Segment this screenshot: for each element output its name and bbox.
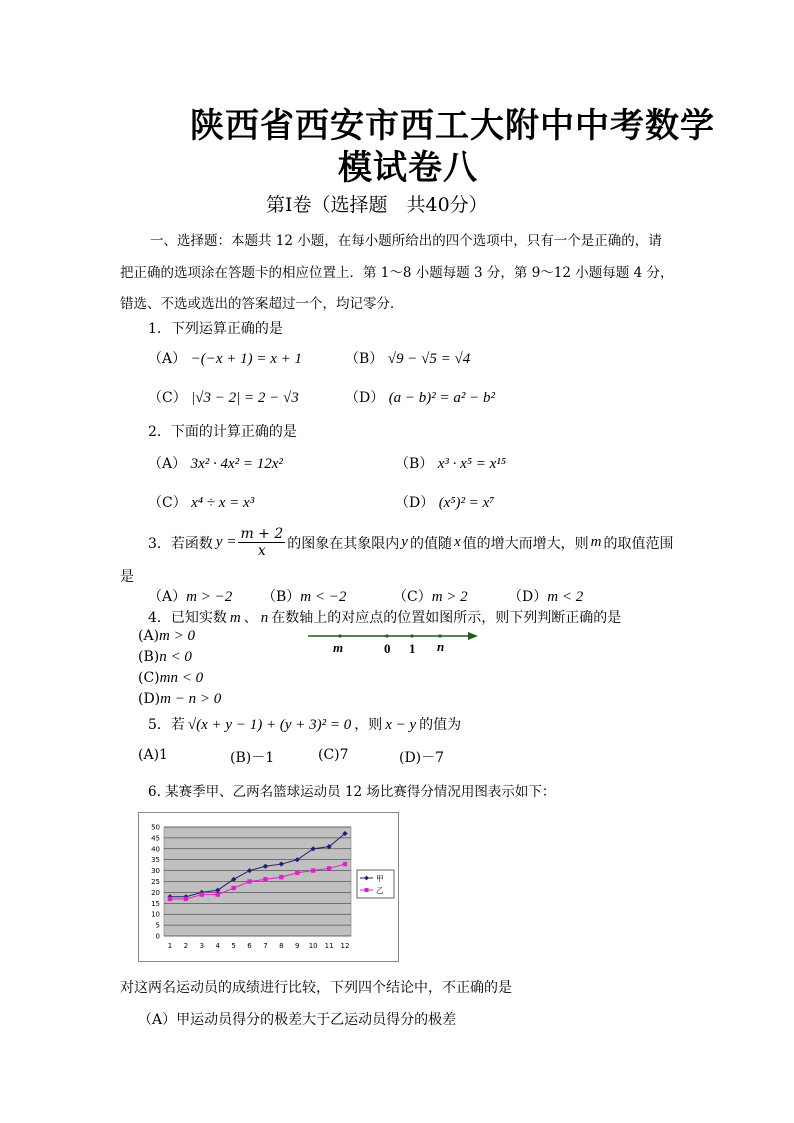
q2-a-expr: 3x² · 4x² = 12x² [190, 456, 283, 472]
instructions-line2: 把正确的选项涂在答题卡的相应位置上．第 1～8 小题每题 3 分，第 9～12 小题每题 4 分， [120, 265, 674, 281]
q3-mid2: 的值随 [409, 535, 452, 552]
page-subtitle: 第Ⅰ卷（选择题 共40分） [266, 194, 488, 216]
chart-legend-label: 甲 [376, 874, 384, 883]
q2-a-label: （A） [148, 456, 187, 472]
chart-y-tick-label: 35 [151, 856, 160, 865]
q3-var-x: x [453, 534, 461, 550]
q1-a-label: （A） [148, 351, 187, 367]
q1-option-c [148, 387, 299, 407]
chart-y-tick-label: 20 [151, 888, 160, 897]
q3-c-label: （C） [393, 589, 432, 605]
chart-point-series2 [200, 892, 204, 896]
chart-x-tick-label: 8 [279, 942, 284, 950]
q2-option-a [148, 453, 283, 473]
q6-after: 对这两名运动员的成绩进行比较，下列四个结论中，不正确的是 [120, 980, 512, 996]
chart-legend-label: 乙 [376, 886, 384, 895]
q4-var-n: n [260, 610, 269, 626]
q6-stem: 6. 某赛季甲、乙两名篮球运动员 12 场比赛得分情况用图表示如下： [148, 784, 556, 800]
q3-d-label: （D） [508, 589, 548, 605]
chart-y-tick-label: 10 [151, 910, 160, 919]
q1-a-expr: −(−x + 1) = x + 1 [190, 351, 302, 367]
q4-var-m: m [229, 610, 241, 626]
chart-y-tick-label: 40 [151, 845, 160, 854]
q4-sep: 、 [243, 610, 258, 626]
q3-wrap: 是 [120, 569, 134, 585]
q3-prefix: 3．若函数 [148, 535, 213, 552]
q1-option-b [345, 348, 470, 368]
q3-option-c [393, 586, 468, 606]
q3-fraction-denominator: x [257, 543, 266, 559]
score-chart [138, 812, 399, 962]
number-line-label-m: m [333, 640, 344, 655]
chart-point-series2 [216, 892, 220, 896]
q1-stem: 1．下列运算正确的是 [148, 321, 283, 337]
q4-d-label: (D) [138, 691, 161, 707]
score-chart-svg [139, 813, 398, 961]
chart-point-series2 [327, 866, 331, 870]
chart-point-series2 [343, 862, 347, 866]
q2-option-c [148, 492, 254, 512]
q5-option-a: (A)1 [138, 747, 168, 763]
q4-option-b [138, 649, 192, 666]
q3-stem [148, 526, 673, 559]
number-line-label-n: n [437, 639, 445, 654]
q3-func-lhs: y = [215, 534, 237, 550]
chart-x-tick-label: 10 [308, 942, 318, 950]
q1-d-expr: (a − b)² = a² − b² [388, 390, 496, 406]
chart-x-tick-label: 7 [263, 942, 268, 950]
q1-c-expr: |√3 − 2| = 2 − √3 [191, 390, 299, 406]
chart-y-tick-label: 25 [151, 878, 160, 886]
q1-c-label: （C） [148, 390, 187, 406]
q2-option-d [395, 492, 495, 512]
q1-option-a [148, 348, 302, 368]
q4-option-d [138, 691, 221, 708]
q2-c-label: （C） [148, 495, 187, 511]
q2-b-expr: x³ · x⁵ = x¹⁵ [437, 456, 507, 472]
q5-option-d: (D)－7 [399, 750, 445, 766]
instructions-line1: 一、选择题：本题共 12 小题，在每小题所给出的四个选项中，只有一个是正确的，请 [150, 233, 662, 249]
number-line-arrow [468, 632, 478, 640]
q4-a-label: (A) [138, 628, 160, 644]
q6-a-label: （A） [138, 1012, 177, 1028]
q3-c-expr: m > 2 [431, 589, 468, 605]
q2-option-b [395, 453, 506, 473]
q3-b-label: （B） [262, 589, 301, 605]
chart-y-tick-label: 15 [151, 899, 160, 908]
chart-y-tick-label: 30 [151, 867, 160, 876]
q1-d-label: （D） [345, 390, 385, 406]
chart-point-series2 [247, 879, 251, 883]
chart-x-tick-label: 1 [167, 942, 173, 950]
number-line-label-zero: 0 [384, 641, 391, 656]
q2-d-label: （D） [395, 495, 435, 511]
number-line-point-m [338, 634, 341, 637]
q5-stem [148, 714, 461, 734]
q4-option-a [138, 628, 195, 645]
q3-b-expr: m < −2 [300, 589, 347, 605]
q3-option-b [262, 586, 346, 606]
chart-y-tick-label: 45 [151, 834, 160, 843]
q3-var-y: y [401, 534, 408, 550]
chart-point-series2 [279, 875, 283, 879]
q4-option-c [138, 670, 203, 687]
q4-stem [148, 607, 621, 627]
chart-x-tick-label: 3 [199, 942, 205, 950]
chart-x-tick-label: 6 [247, 942, 252, 950]
chart-x-tick-label: 2 [183, 942, 189, 950]
q4-d-expr: m − n > 0 [160, 691, 222, 707]
number-line-point-zero [385, 634, 388, 637]
number-line-point-n [438, 634, 441, 637]
q3-option-d [508, 586, 583, 606]
chart-x-tick-label: 9 [295, 942, 300, 950]
chart-point-series2 [184, 897, 188, 901]
q1-b-label: （B） [345, 351, 384, 367]
instructions-line3: 错选、不选或选出的答案超过一个，均记零分． [120, 296, 404, 312]
q1-option-d [345, 387, 495, 407]
chart-x-tick-label: 4 [215, 942, 220, 950]
q4-c-label: (C) [138, 670, 160, 686]
chart-point-series2 [231, 886, 235, 890]
q4-c-expr: mn < 0 [159, 670, 204, 686]
q2-stem: 2．下面的计算正确的是 [148, 424, 297, 440]
q3-suffix: 的取值范围 [603, 535, 674, 552]
number-line [300, 626, 490, 658]
q2-d-expr: (x⁵)² = x⁷ [438, 495, 495, 511]
chart-point-series2 [168, 897, 172, 901]
chart-y-tick-label: 0 [155, 932, 160, 941]
q5-prefix: 5．若 [148, 717, 185, 733]
chart-x-tick-label: 12 [340, 942, 350, 950]
q4-a-expr: m > 0 [159, 628, 196, 644]
chart-y-tick-label: 5 [155, 921, 160, 930]
chart-y-tick-label: 50 [151, 823, 160, 832]
q4-suffix: 在数轴上的对应点的位置如图所示，则下列判断正确的是 [271, 610, 622, 626]
q2-c-expr: x⁴ ÷ x = x³ [191, 495, 255, 511]
q3-a-expr: m > −2 [186, 589, 233, 605]
q3-var-m: m [590, 534, 602, 550]
q5-suffix: 的值为 [419, 717, 462, 733]
chart-point-series2 [311, 868, 315, 872]
q3-fraction [238, 526, 285, 559]
q4-prefix: 4．已知实数 [148, 610, 227, 626]
q3-d-expr: m < 2 [547, 589, 584, 605]
number-line-point-one [410, 634, 413, 637]
number-line-label-one: 1 [409, 641, 416, 656]
q3-fraction-numerator: m + 2 [240, 526, 284, 542]
chart-x-tick-label: 11 [324, 942, 334, 950]
q5-expr: √(x + y − 1) + (y + 3)² = 0 [187, 717, 352, 733]
q3-mid: 的图象在其象限内 [287, 535, 400, 552]
q6-a-text: 甲运动员得分的极差大于乙运动员得分的极差 [176, 1012, 457, 1028]
q1-b-expr: √9 − √5 = √4 [387, 351, 471, 367]
q3-option-a [148, 586, 232, 606]
chart-point-series2 [263, 877, 267, 881]
q5-target: x − y [385, 717, 417, 733]
q4-b-expr: n < 0 [159, 649, 192, 665]
chart-legend-marker [365, 888, 369, 892]
q5-option-c: (C)7 [318, 747, 349, 763]
q4-b-label: (B) [138, 649, 160, 665]
q2-b-label: （B） [395, 456, 434, 472]
q3-mid3: 值的增大而增大，则 [462, 535, 589, 552]
q5-mid: ，则 [354, 717, 383, 733]
chart-point-series2 [295, 871, 299, 875]
q6-option-a [138, 1009, 456, 1029]
page-title-line2: 模试卷八 [338, 148, 478, 188]
page-title-line1: 陕西省西安市西工大附中中考数学 [190, 106, 715, 146]
q5-option-b: (B)－1 [230, 750, 275, 766]
q3-a-label: （A） [148, 589, 187, 605]
chart-x-tick-label: 5 [231, 942, 236, 950]
